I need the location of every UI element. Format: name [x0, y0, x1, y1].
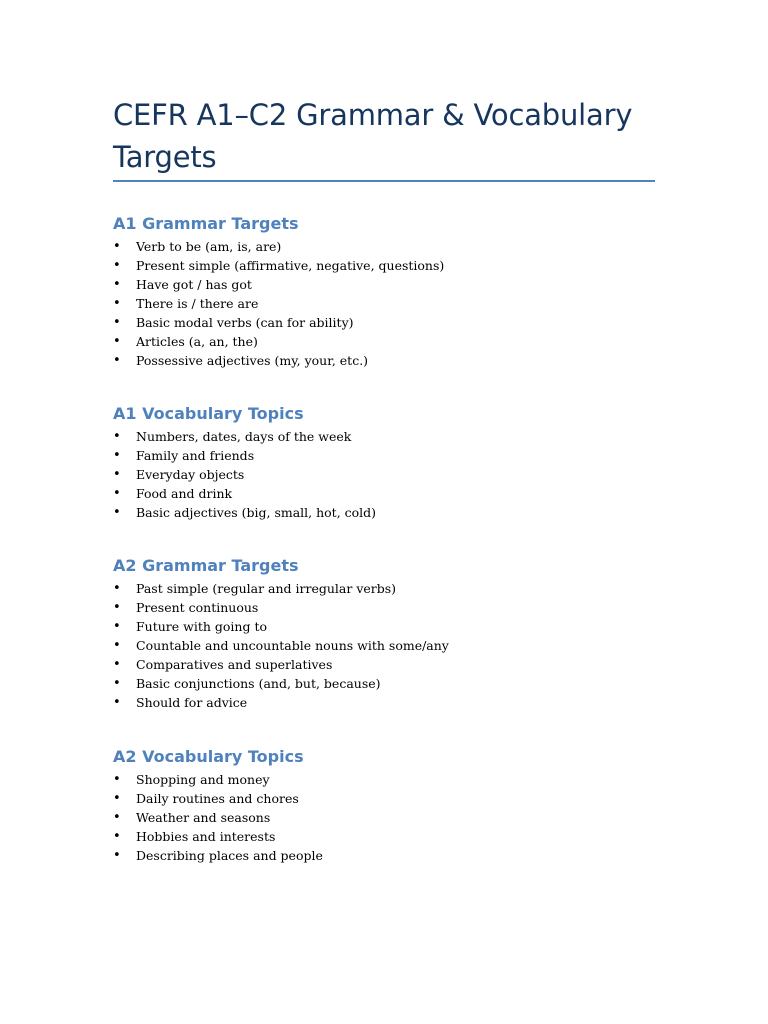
list-item	[113, 351, 673, 370]
list-item-text: Weather and seasons	[136, 810, 271, 825]
list-item	[113, 636, 673, 655]
bullet-icon: •	[113, 676, 121, 691]
bullet-icon: •	[113, 772, 121, 787]
list-item	[113, 674, 673, 693]
bullet-icon: •	[113, 486, 121, 501]
list-item-text: Articles (a, an, the)	[136, 334, 258, 349]
list-item-text: Past simple (regular and irregular verbs)	[136, 581, 397, 596]
list-item-text: Present simple (affirmative, negative, questions)	[136, 258, 445, 273]
list-item	[113, 789, 673, 808]
list-item-text: There is / there are	[136, 296, 259, 311]
list-item	[113, 313, 673, 332]
list-item-text: Comparatives and superlatives	[136, 657, 333, 672]
list-item	[113, 827, 673, 846]
list-item	[113, 484, 673, 503]
list-item	[113, 770, 673, 789]
list-item	[113, 617, 673, 636]
bullet-icon: •	[113, 791, 121, 806]
list-item-text: Countable and uncountable nouns with some/any	[136, 638, 449, 653]
bullet-icon: •	[113, 848, 121, 863]
list-item	[113, 275, 673, 294]
list-item	[113, 332, 673, 351]
list-item-text: Daily routines and chores	[136, 791, 299, 806]
list-item	[113, 598, 673, 617]
list-item	[113, 294, 673, 313]
list-item-text: Basic adjectives (big, small, hot, cold)	[136, 505, 377, 520]
section-heading: A1 Vocabulary Topics	[113, 404, 304, 423]
bullet-list	[113, 770, 673, 865]
list-item-text: Should for advice	[136, 695, 248, 710]
bullet-icon: •	[113, 695, 121, 710]
list-item	[113, 256, 673, 275]
section-a1-grammar	[113, 213, 673, 370]
title-underline-rule	[113, 180, 655, 182]
list-item	[113, 693, 673, 712]
bullet-icon: •	[113, 448, 121, 463]
document-title: CEFR A1–C2 Grammar & Vocabulary Targets	[113, 98, 633, 174]
bullet-icon: •	[113, 429, 121, 444]
bullet-icon: •	[113, 810, 121, 825]
bullet-icon: •	[113, 657, 121, 672]
list-item-text: Everyday objects	[136, 467, 245, 482]
bullet-icon: •	[113, 277, 121, 292]
bullet-icon: •	[113, 353, 121, 368]
list-item	[113, 655, 673, 674]
bullet-icon: •	[113, 296, 121, 311]
section-a2-grammar	[113, 555, 673, 712]
list-item-text: Food and drink	[136, 486, 233, 501]
list-item	[113, 446, 673, 465]
bullet-icon: •	[113, 315, 121, 330]
list-item	[113, 237, 673, 256]
list-item	[113, 465, 673, 484]
bullet-icon: •	[113, 581, 121, 596]
bullet-icon: •	[113, 258, 121, 273]
list-item	[113, 579, 673, 598]
bullet-icon: •	[113, 638, 121, 653]
list-item-text: Numbers, dates, days of the week	[136, 429, 352, 444]
list-item	[113, 503, 673, 522]
list-item-text: Describing places and people	[136, 848, 323, 863]
bullet-icon: •	[113, 467, 121, 482]
bullet-icon: •	[113, 505, 121, 520]
list-item-text: Family and friends	[136, 448, 255, 463]
list-item-text: Basic conjunctions (and, but, because)	[136, 676, 381, 691]
list-item-text: Have got / has got	[136, 277, 252, 292]
section-a2-vocabulary	[113, 746, 673, 865]
bullet-icon: •	[113, 829, 121, 844]
bullet-list	[113, 237, 673, 370]
list-item-text: Present continuous	[136, 600, 259, 615]
list-item	[113, 846, 673, 865]
list-item	[113, 427, 673, 446]
list-item-text: Shopping and money	[136, 772, 270, 787]
list-item-text: Verb to be (am, is, are)	[136, 239, 282, 254]
bullet-list	[113, 427, 673, 522]
section-heading: A1 Grammar Targets	[113, 214, 299, 233]
list-item-text: Future with going to	[136, 619, 267, 634]
section-heading: A2 Vocabulary Topics	[113, 747, 304, 766]
bullet-icon: •	[113, 239, 121, 254]
list-item-text: Possessive adjectives (my, your, etc.)	[136, 353, 369, 368]
bullet-icon: •	[113, 600, 121, 615]
section-a1-vocabulary	[113, 403, 673, 522]
list-item-text: Hobbies and interests	[136, 829, 276, 844]
list-item	[113, 808, 673, 827]
section-heading: A2 Grammar Targets	[113, 556, 299, 575]
bullet-list	[113, 579, 673, 712]
list-item-text: Basic modal verbs (can for ability)	[136, 315, 354, 330]
bullet-icon: •	[113, 334, 121, 349]
bullet-icon: •	[113, 619, 121, 634]
